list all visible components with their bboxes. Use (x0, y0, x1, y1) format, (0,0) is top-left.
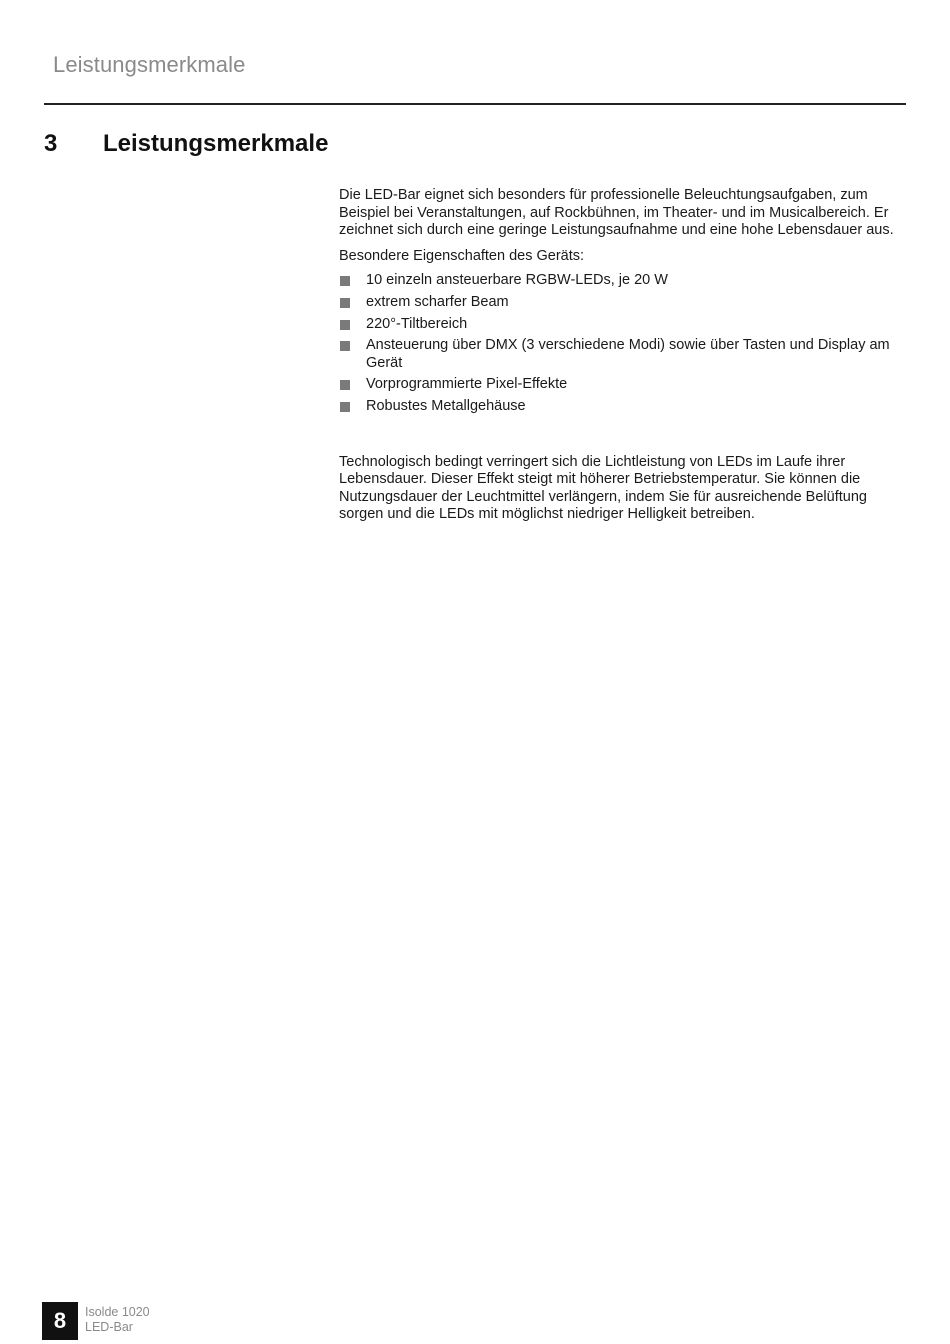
square-bullet-icon (340, 320, 350, 330)
square-bullet-icon (340, 402, 350, 412)
square-bullet-icon (340, 380, 350, 390)
square-bullet-icon (340, 298, 350, 308)
intro-paragraph: Die LED-Bar eignet sich besonders für professionelle Beleuchtungsaufgaben, zum Beispiel bei Veranstaltungen, auf Rockbühnen, im Theater- und im Musicalbereich. Er zeichnet sich durch eine geringe Leistungsaufnahme und eine hohe Lebensdauer aus. (339, 187, 894, 239)
feature-text: 220°-Tiltbereich (366, 315, 468, 332)
feature-text: 10 einzeln ansteuerbare RGBW-LEDs, je 20 W (366, 272, 668, 289)
feature-text: Ansteuerung über DMX (3 verschiedene Modi) sowie über Tasten und Display am Gerät (366, 337, 890, 371)
footer-product-info (85, 1305, 150, 1335)
section-number: 3 (44, 130, 58, 157)
running-header: Leistungsmerkmale (53, 52, 246, 77)
footer-product-type: LED-Bar (85, 1320, 133, 1334)
list-item (339, 398, 909, 416)
list-item (339, 316, 909, 334)
footer-product-name: Isolde 1020 (85, 1305, 150, 1319)
feature-text: Robustes Metallgehäuse (366, 397, 526, 414)
list-item (339, 294, 909, 312)
list-item (339, 337, 909, 372)
square-bullet-icon (340, 276, 350, 286)
list-item (339, 376, 909, 394)
feature-text: Vorprogrammierte Pixel-Effekte (366, 376, 568, 393)
features-intro: Besondere Eigenschaften des Geräts: (339, 247, 585, 264)
main-content (339, 187, 909, 524)
feature-text: extrem scharfer Beam (366, 293, 509, 310)
page-number-badge: 8 (42, 1302, 78, 1340)
section-heading (44, 130, 328, 158)
section-title: Leistungsmerkmale (103, 130, 329, 157)
square-bullet-icon (340, 341, 350, 351)
header-divider (44, 103, 906, 105)
feature-list (339, 272, 909, 415)
note-paragraph: Technologisch bedingt verringert sich die Lichtleistung von LEDs im Laufe ihrer Lebensdauer. Dieser Effekt steigt mit höherer Betriebstemperatur. Sie können die Nutzungsdauer der Leuchtmittel verlängern, indem Sie für ausreichende Belüftung sorgen und die LEDs mit möglichst niedriger Helligkeit betreiben. (339, 453, 867, 523)
list-item (339, 272, 909, 290)
